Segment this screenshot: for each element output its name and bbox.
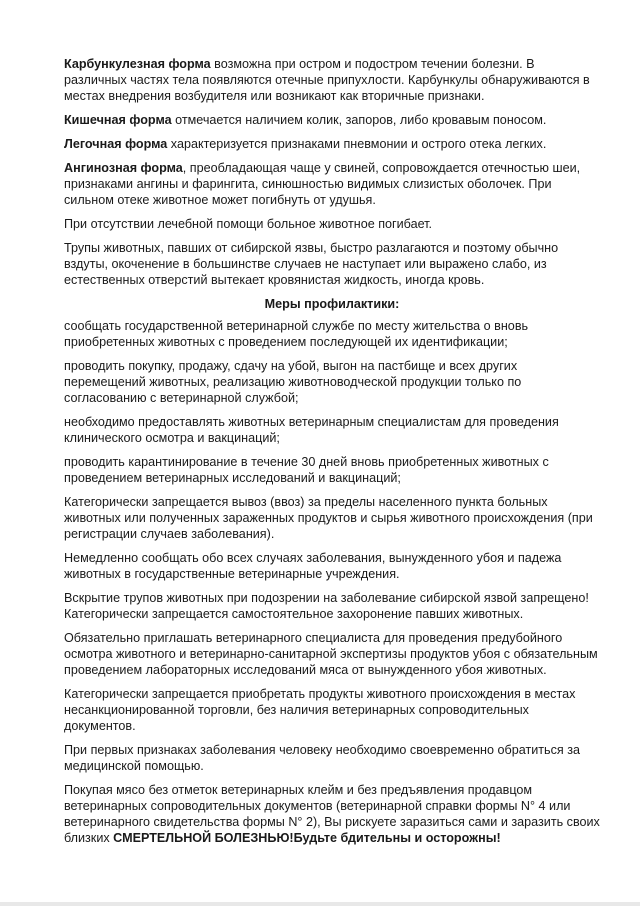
measure-item: проводить покупку, продажу, сдачу на убой, выгон на пастбище и всех других перемещений животных, реализацию животноводческой продукции только по согласованию с ветеринарной службой;: [64, 359, 522, 405]
paragraph-intestinal-form: [64, 112, 600, 128]
paragraph-no-treatment: При отсутствии лечебной помощи больное животное погибает.: [64, 217, 433, 231]
text-intestinal-form: отмечается наличием колик, запоров, либо кровавым поносом.: [171, 113, 547, 127]
text-pulmonary-form: характеризуется признаками пневмонии и острого отека легких.: [167, 137, 547, 151]
text-carbuncle-form: возможна при остром и подостром течении болезни. В различных частях тела появляются отечные припухлости. Карбункулы обнаруживаются в местах внедрения возбудителя или возникают как вторичные признаки.: [64, 57, 590, 103]
text-anginal-form: , преобладающая чаще у свиней, сопровождается отечностью шеи, признаками ангины и фарингита, синюшностью видимых слизистых оболочек. При сильном отеке животное может погибнуть от удушья.: [64, 161, 581, 207]
measure-item: Вскрытие трупов животных при подозрении на заболевание сибирской язвой запрещено! Категорически запрещается самостоятельное захоронение павших животных.: [64, 591, 589, 621]
final-warning-text: Покупая мясо без отметок ветеринарных клейм и без предъявления продавцом ветеринарных сопроводительных документов (ветеринарной справки формы N° 4 или ветеринарного свидетельства формы N° 2), Вы рискуете заразиться сами и заразить своих близких: [64, 783, 600, 845]
final-warning-emphasis: СМЕРТЕЛЬНОЙ БОЛЕЗНЬЮ!Будьте бдительны и осторожны!: [113, 831, 501, 845]
measure-item: Обязательно приглашать ветеринарного специалиста для проведения предубойного осмотра животного и ветеринарно-санитарной экспертизы продуктов убоя с обязательным проведением лабораторных исследований мяса от вынужденного убоя животных.: [64, 631, 598, 677]
measure-item: При первых признаках заболевания человеку необходимо своевременно обратиться за медицинской помощью.: [64, 743, 580, 773]
final-warning-paragraph: [64, 782, 600, 846]
paragraph-anginal-form: [64, 160, 600, 208]
term-anginal-form: Ангинозная форма: [64, 161, 183, 175]
measure-item: Категорически запрещается вывоз (ввоз) за пределы населенного пункта больных животных или полученных зараженных продуктов и сырья животного происхождения (при регистрации случаев заболевания).: [64, 495, 593, 541]
term-pulmonary-form: Легочная форма: [64, 137, 168, 151]
paragraph-carcasses: Трупы животных, павших от сибирской язвы, быстро разлагаются и поэтому обычно вздуты, окоченение в большинстве случаев не наступает или выражено слабо, из естественных отверстий вытекает кровянистая жидкость, иногда кровь.: [64, 241, 559, 287]
measure-item: Категорически запрещается приобретать продукты животного происхождения в местах несанкционированной торговли, без наличия ветеринарных сопроводительных документов.: [64, 687, 576, 733]
prevention-heading: Меры профилактики:: [264, 297, 400, 311]
paragraph-carbuncle-form: [64, 56, 600, 104]
measure-item: проводить карантинирование в течение 30 дней вновь приобретенных животных с проведением ветеринарных исследований и вакцинаций;: [64, 455, 549, 485]
page-bottom-edge: [0, 902, 640, 906]
term-intestinal-form: Кишечная форма: [64, 113, 172, 127]
term-carbuncle-form: Карбункулезная форма: [64, 57, 211, 71]
paragraph-pulmonary-form: [64, 136, 600, 152]
measure-item: необходимо предоставлять животных ветеринарным специалистам для проведения клинического осмотра и вакцинаций;: [64, 415, 559, 445]
measure-item: сообщать государственной ветеринарной службе по месту жительства о вновь приобретенных животных с проведением последующей их идентификации;: [64, 319, 529, 349]
measure-item: Немедленно сообщать обо всех случаях заболевания, вынужденного убоя и падежа животных в государственные ветеринарные учреждения.: [64, 551, 562, 581]
